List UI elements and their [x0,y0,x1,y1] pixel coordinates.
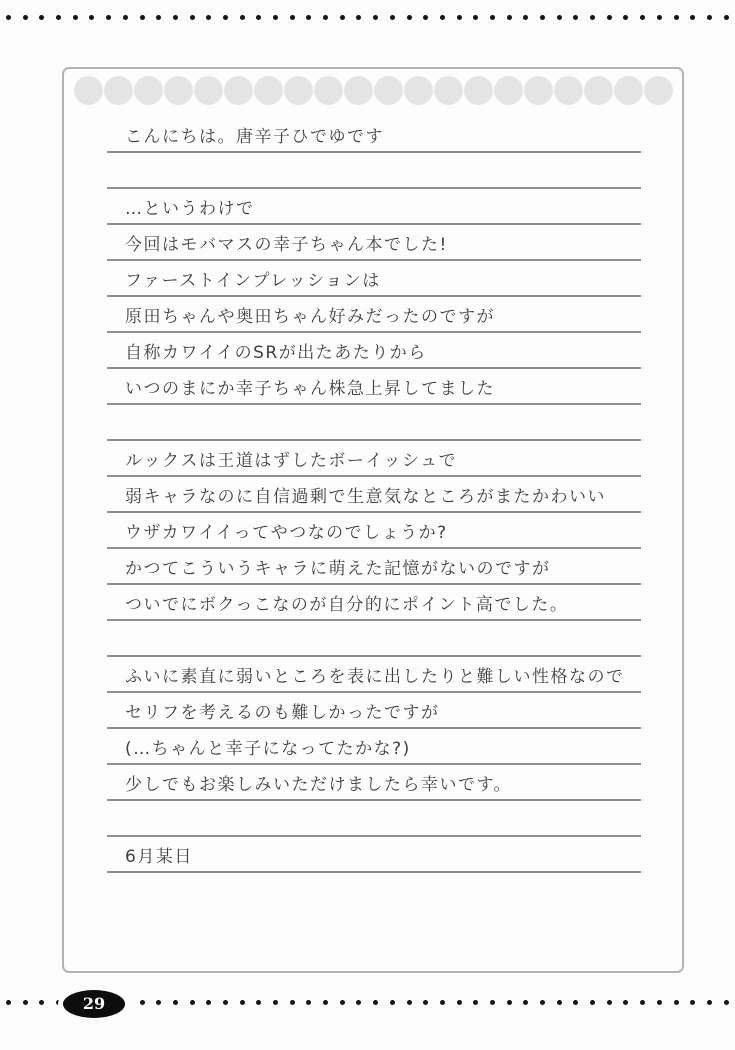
dot-icon [273,1000,278,1005]
ruled-line-row [107,189,641,225]
ruled-line-row [107,837,641,873]
scallop-circle-icon [644,76,673,105]
dot-icon [140,15,145,20]
letter-text-line: こんにちは。唐辛子ひでゆです [125,127,384,147]
letter-text-line: 6月某日 [125,847,193,867]
scallop-circle-icon [374,76,403,105]
dot-icon [373,15,378,20]
dot-icon [440,1000,445,1005]
dot-icon [623,15,628,20]
dot-icon [440,15,445,20]
letter-text-line: ウザカワイイってやつなのでしょうか? [125,523,448,543]
scallop-circle-icon [344,76,373,105]
dot-icon [557,1000,562,1005]
ruled-line-row [107,405,641,441]
dot-icon [156,15,161,20]
ruled-line-row [107,117,641,153]
dot-icon [724,1000,729,1005]
top-dotted-border [6,15,729,20]
dot-icon [6,15,11,20]
dot-icon [39,15,44,20]
dot-icon [607,15,612,20]
letter-text-line: …というわけで [125,199,255,219]
scallop-circle-icon [284,76,313,105]
dot-icon [273,15,278,20]
dot-icon [674,1000,679,1005]
letter-text-line: ファーストインプレッションは [125,271,381,291]
ruled-line-row [107,549,641,585]
dot-icon [373,1000,378,1005]
ruled-line-row [107,621,641,657]
scallop-circle-icon [494,76,523,105]
dot-icon [640,15,645,20]
scallop-circle-icon [224,76,253,105]
ruled-line-row [107,261,641,297]
scallop-circle-icon [434,76,463,105]
dot-icon [323,15,328,20]
scallop-circle-icon [464,76,493,105]
scallop-circle-icon [164,76,193,105]
ruled-line-row [107,153,641,189]
ruled-line-row [107,441,641,477]
dot-icon [56,1000,61,1005]
dot-icon [457,15,462,20]
ruled-line-row [107,657,641,693]
dot-icon [507,15,512,20]
dot-icon [340,1000,345,1005]
dot-icon [173,15,178,20]
dot-icon [23,1000,28,1005]
dot-icon [590,1000,595,1005]
dot-icon [39,1000,44,1005]
dot-icon [690,15,695,20]
dot-icon [707,15,712,20]
dot-icon [573,1000,578,1005]
dot-icon [423,15,428,20]
scallop-circle-icon [74,76,103,105]
dot-icon [356,15,361,20]
letter-text-line: 原田ちゃんや奥田ちゃん好みだったのですが [125,307,495,327]
dot-icon [89,15,94,20]
dot-icon [173,1000,178,1005]
dot-icon [623,1000,628,1005]
ruled-lines-area [107,117,641,873]
scallop-circle-icon [584,76,613,105]
dot-icon [457,1000,462,1005]
dot-icon [23,15,28,20]
scallop-circle-icon [404,76,433,105]
letter-text-line: セリフを考えるのも難しかったですが [125,703,440,723]
letter-text-line: いつのまにか幸子ちゃん株急上昇してました [125,379,495,399]
ruled-line-row [107,225,641,261]
dot-icon [523,15,528,20]
dot-icon [407,15,412,20]
dot-icon [607,1000,612,1005]
dot-icon [223,1000,228,1005]
dot-icon [306,15,311,20]
dot-icon [340,15,345,20]
dot-icon [590,15,595,20]
dot-icon [190,15,195,20]
letter-text-line: かつてこういうキャラに萌えた記憶がないのですが [125,559,551,579]
dot-icon [73,15,78,20]
letter-text-line: 自称カワイイのSRが出たあたりから [125,343,427,363]
dot-icon [140,1000,145,1005]
dot-icon [473,1000,478,1005]
ruled-line-row [107,801,641,837]
scallop-circle-icon [254,76,283,105]
dot-icon [390,15,395,20]
dot-icon [206,1000,211,1005]
dot-icon [256,15,261,20]
dot-icon [323,1000,328,1005]
dot-icon [507,1000,512,1005]
page-number: 29 [82,994,106,1013]
dot-icon [540,1000,545,1005]
ruled-line-row [107,369,641,405]
letter-text-line: 弱キャラなのに自信過剰で生意気なところがまたかわいい [125,487,606,507]
ruled-line-row [107,297,641,333]
scallop-circle-icon [134,76,163,105]
dot-icon [290,1000,295,1005]
dot-icon [356,1000,361,1005]
letter-text-line: 少しでもお楽しみいただけましたら幸いです。 [125,775,513,795]
letter-text-line: ルックスは王道はずしたボーイッシュで [125,451,458,471]
dot-icon [156,1000,161,1005]
dot-icon [657,1000,662,1005]
dot-icon [123,15,128,20]
dot-icon [306,1000,311,1005]
dot-icon [56,15,61,20]
ruled-line-row [107,729,641,765]
scallop-circle-icon [314,76,343,105]
scallop-circle-icon [524,76,553,105]
dot-icon [223,15,228,20]
letter-text-line: ふいに素直に弱いところを表に出したりと難しい性格なので [125,667,625,687]
dot-icon [490,1000,495,1005]
ruled-line-row [107,477,641,513]
dot-icon [640,1000,645,1005]
dot-icon [724,15,729,20]
dot-icon [240,1000,245,1005]
letter-text-line: 今回はモバマスの幸子ちゃん本でした! [125,235,448,255]
dot-icon [674,15,679,20]
dot-icon [573,15,578,20]
ruled-line-row [107,585,641,621]
letter-text-line: (…ちゃんと幸子になってたかな?) [125,739,411,759]
dot-icon [240,15,245,20]
dot-icon [206,15,211,20]
dot-icon [423,1000,428,1005]
dot-icon [106,15,111,20]
scallop-decoration [64,76,682,105]
dot-icon [707,1000,712,1005]
ruled-line-row [107,765,641,801]
ruled-line-row [107,333,641,369]
dot-icon [256,1000,261,1005]
ruled-line-row [107,513,641,549]
dot-icon [557,15,562,20]
dot-icon [407,1000,412,1005]
dot-icon [6,1000,11,1005]
scallop-circle-icon [554,76,583,105]
dot-icon [690,1000,695,1005]
dot-icon [473,15,478,20]
dot-icon [490,15,495,20]
dot-icon [190,1000,195,1005]
scallop-circle-icon [194,76,223,105]
dot-icon [657,15,662,20]
page-number-badge [63,990,125,1018]
dot-icon [523,1000,528,1005]
ruled-line-row [107,693,641,729]
dot-icon [540,15,545,20]
dot-icon [390,1000,395,1005]
dot-icon [290,15,295,20]
scallop-circle-icon [104,76,133,105]
scallop-circle-icon [614,76,643,105]
letter-text-line: ついでにボクっこなのが自分的にポイント高でした。 [125,595,569,615]
